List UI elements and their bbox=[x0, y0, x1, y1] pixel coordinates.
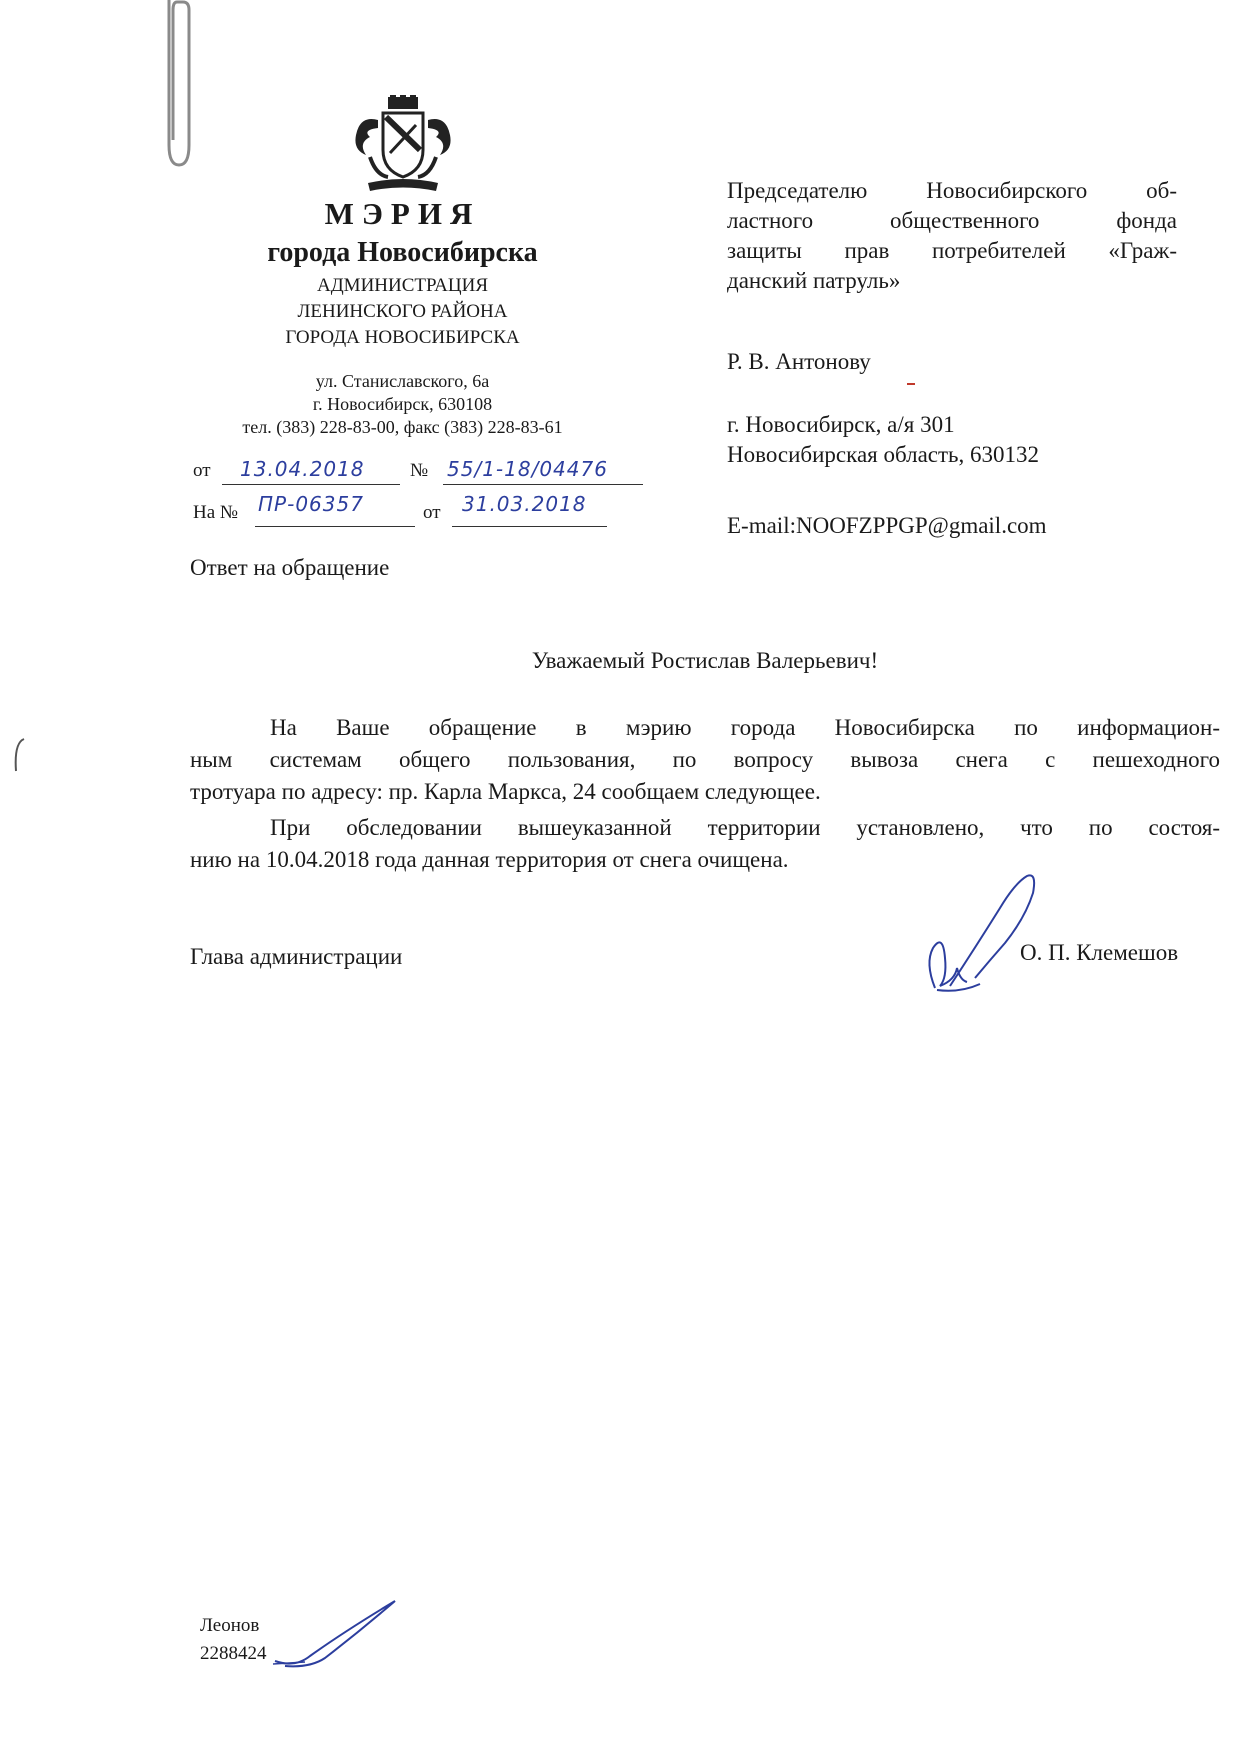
paragraph-line: При обследовании вышеуказанной территории установлено, что по состоя- bbox=[270, 815, 1220, 840]
reg-reply-from-label: от bbox=[423, 502, 441, 523]
letter-subject: Ответ на обращение bbox=[190, 555, 390, 580]
letter-paragraph-2 bbox=[190, 812, 1220, 876]
scan-mark bbox=[10, 735, 30, 775]
header-address bbox=[170, 370, 635, 439]
scan-mark bbox=[907, 383, 915, 385]
addressee-title-line: Председателю Новосибирского об- bbox=[727, 178, 1177, 203]
header-admin-line: ГОРОДА НОВОСИБИРСКА bbox=[285, 327, 520, 348]
executor-info bbox=[200, 1612, 267, 1668]
reg-reply-number: ПР-06357 bbox=[258, 492, 364, 516]
addressee-title bbox=[727, 176, 1177, 296]
executor-name: Леонов bbox=[200, 1615, 260, 1636]
coat-of-arms-icon bbox=[348, 95, 458, 195]
paragraph-line: ным системам общего пользования, по вопросу вывоза снега с пешеходного bbox=[190, 747, 1220, 772]
signatory-name: О. П. Клемешов bbox=[1020, 940, 1179, 965]
addressee-title-line: ластного общественного фонда bbox=[727, 208, 1177, 233]
header-mayoralty: МЭРИЯ bbox=[324, 196, 481, 231]
reg-from-underline bbox=[222, 484, 400, 485]
addressee-address bbox=[727, 410, 1177, 470]
reg-reply-underline bbox=[255, 526, 415, 527]
reg-reply-label: На № bbox=[193, 502, 239, 523]
paragraph-line: На Ваше обращение в мэрию города Новосибирска по информацион- bbox=[270, 715, 1220, 740]
addressee-address-line: Новосибирская область, 630132 bbox=[727, 442, 1040, 467]
header-admin-line: АДМИНИСТРАЦИЯ bbox=[317, 275, 488, 296]
letter-greeting: Уважаемый Ростислав Валерьевич! bbox=[531, 648, 879, 673]
addressee-email: E-mail:NOOFZPPGP@gmail.com bbox=[727, 513, 1047, 538]
addressee-address-line: г. Новосибирск, а/я 301 bbox=[727, 412, 955, 437]
header-address-line: тел. (383) 228-83-00, факс (383) 228-83-61 bbox=[242, 417, 563, 437]
addressee-title-line: защиты прав потребителей «Граж- bbox=[727, 238, 1177, 263]
letter-paragraph-1 bbox=[190, 712, 1220, 808]
handwritten-signature bbox=[905, 868, 1055, 998]
header-address-line: ул. Станиславского, 6а bbox=[315, 371, 490, 391]
reg-number: 55/1-18/04476 bbox=[447, 457, 608, 481]
reg-from-label: от bbox=[193, 460, 211, 481]
reg-reply-from-underline bbox=[452, 526, 607, 527]
executor-phone: 2288424 bbox=[200, 1643, 267, 1664]
addressee-name: Р. В. Антонову bbox=[727, 349, 871, 374]
header-administration bbox=[170, 273, 635, 351]
reg-from-date: 13.04.2018 bbox=[240, 457, 365, 481]
paragraph-line: тротуара по адресу: пр. Карла Маркса, 24 сообщаем следующее. bbox=[190, 779, 821, 804]
paragraph-line: нию на 10.04.2018 года данная территория от снега очищена. bbox=[190, 847, 789, 872]
header-admin-line: ЛЕНИНСКОГО РАЙОНА bbox=[297, 301, 508, 322]
executor-initial-mark bbox=[265, 1596, 405, 1676]
reg-reply-date: 31.03.2018 bbox=[462, 492, 587, 516]
header-address-line: г. Новосибирск, 630108 bbox=[312, 394, 493, 414]
addressee-title-line: данский патруль» bbox=[727, 268, 901, 293]
paper-clip-icon bbox=[155, 0, 195, 170]
signatory-position: Глава администрации bbox=[190, 944, 403, 969]
reg-number-label: № bbox=[410, 460, 429, 481]
reg-number-underline bbox=[443, 484, 643, 485]
header-city: города Новосибирска bbox=[267, 237, 538, 268]
